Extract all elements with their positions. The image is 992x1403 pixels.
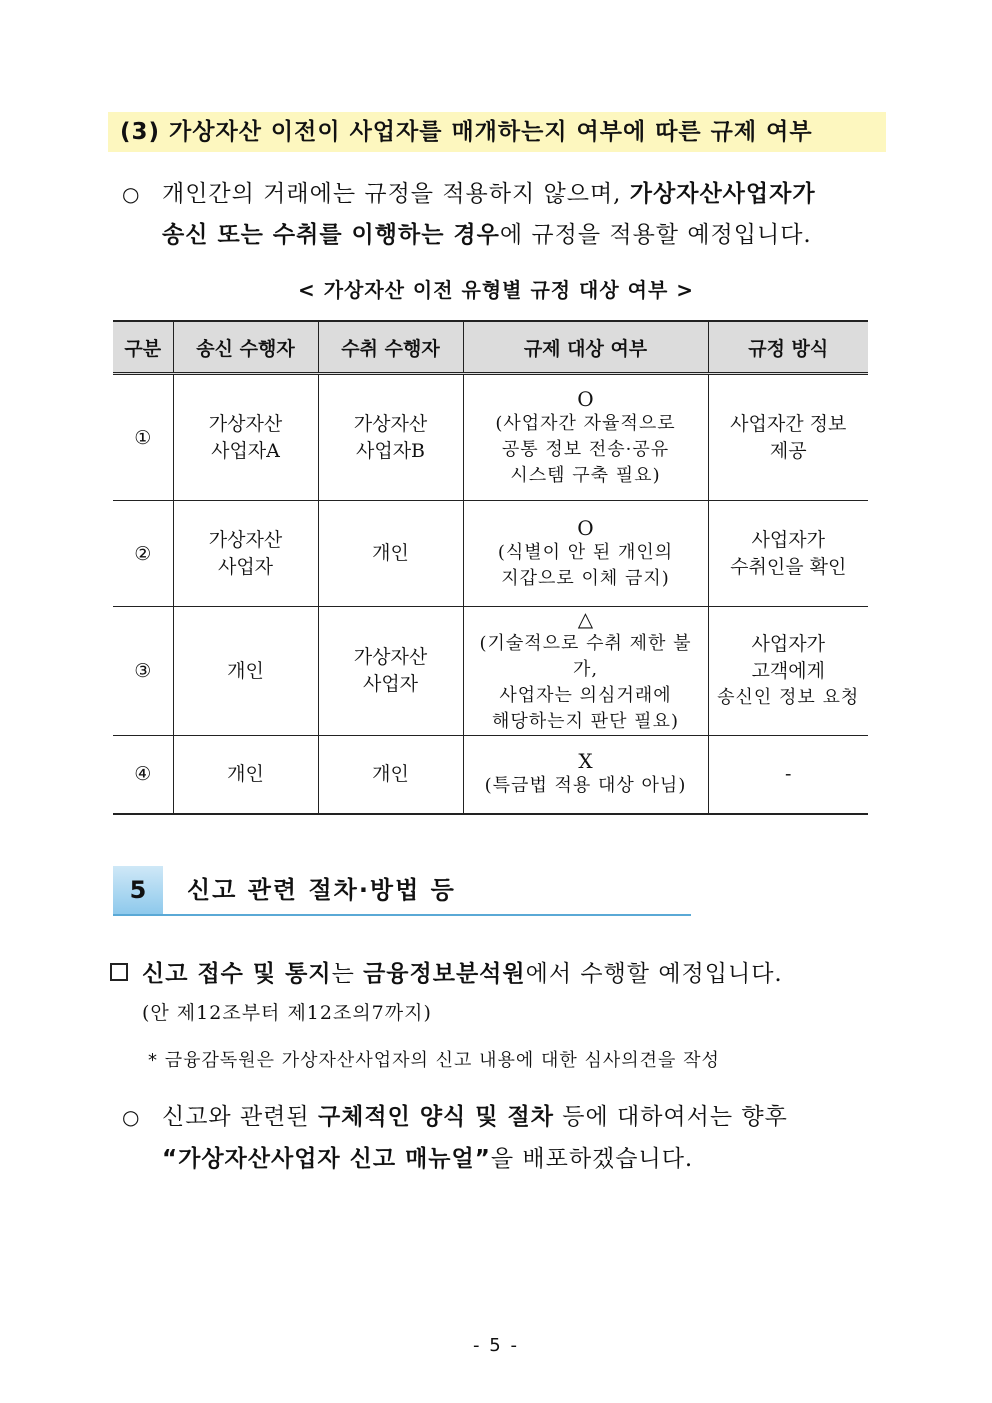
closing-text-2: 등에 대하여서는 향후	[562, 1104, 788, 1130]
method-cell: -	[708, 736, 868, 814]
status-cell: O (식별이 안 된 개인의 지갑으로 이체 금지)	[463, 501, 708, 607]
header-receiver: 수취 수행자	[318, 321, 463, 374]
intro-bold-1: 가상자산사업자가	[629, 181, 816, 207]
section-number: 5	[113, 866, 163, 914]
intro-line-1	[122, 175, 816, 208]
article-reference: (안 제12조부터 제12조의7까지)	[142, 1002, 432, 1024]
closing-bold-1: 구체적인 양식 및 절차	[317, 1104, 554, 1130]
table-caption: < 가상자산 이전 유형별 규정 대상 여부 >	[297, 278, 695, 302]
box-item-line	[110, 955, 783, 988]
closing-text-1: 신고와 관련된	[162, 1104, 310, 1130]
receiver-cell: 가상자산 사업자B	[318, 374, 463, 501]
header-sender: 송신 수행자	[173, 321, 318, 374]
section-header	[113, 866, 691, 916]
row-number: ③	[113, 607, 173, 736]
status-cell: O (사업자간 자율적으로 공통 정보 전송·공유 시스템 구축 필요)	[463, 374, 708, 501]
method-cell: 사업자가 고객에게 송신인 정보 요청	[708, 607, 868, 736]
subheading: (3) 가상자산 이전이 사업자를 매개하는지 여부에 따른 규제 여부	[108, 112, 886, 152]
bullet-circle-icon: ○	[122, 182, 141, 206]
table-row	[113, 374, 868, 501]
box-bold-2: 금융정보분석원	[363, 961, 526, 987]
row-number: ④	[113, 736, 173, 814]
closing-line-2	[162, 1140, 693, 1173]
row-number: ①	[113, 374, 173, 501]
closing-text-3: 을 배포하겠습니다.	[490, 1146, 694, 1172]
sender-cell: 가상자산 사업자A	[173, 374, 318, 501]
regulation-table	[113, 320, 868, 815]
table-header-row	[113, 321, 868, 374]
table-row	[113, 501, 868, 607]
method-cell: 사업자가 수취인을 확인	[708, 501, 868, 607]
intro-text-2: 에 규정을 적용할 예정입니다.	[499, 222, 812, 248]
intro-line-2	[162, 216, 812, 249]
square-bullet-icon	[110, 963, 128, 981]
status-cell: X (특금법 적용 대상 아님)	[463, 736, 708, 814]
intro-bold-2: 송신 또는 수취를 이행하는 경우	[162, 222, 500, 248]
page-number: - 5 -	[473, 1335, 519, 1356]
row-number: ②	[113, 501, 173, 607]
sender-cell: 개인	[173, 607, 318, 736]
sender-cell: 개인	[173, 736, 318, 814]
header-method: 규정 방식	[708, 321, 868, 374]
header-regulated: 규제 대상 여부	[463, 321, 708, 374]
table-row	[113, 736, 868, 814]
closing-line-1	[122, 1098, 788, 1131]
method-cell: 사업자간 정보 제공	[708, 374, 868, 501]
bullet-circle-icon: ○	[122, 1105, 141, 1129]
receiver-cell: 가상자산 사업자	[318, 607, 463, 736]
closing-bold-2: “가상자산사업자 신고 매뉴얼”	[162, 1146, 491, 1172]
status-cell: △ (기술적으로 수취 제한 불가, 사업자는 의심거래에 해당하는지 판단 필요)	[463, 607, 708, 736]
box-text-1: 는	[331, 961, 355, 987]
header-division: 구분	[113, 321, 173, 374]
table-row	[113, 607, 868, 736]
box-bold-1: 신고 접수 및 통지	[142, 961, 332, 987]
intro-text-1: 개인간의 거래에는 규정을 적용하지 않으며,	[162, 181, 622, 207]
section-title: 신고 관련 절차·방법 등	[187, 876, 456, 904]
footnote-star: * 금융감독원은 가상자산사업자의 신고 내용에 대한 심사의견을 작성	[148, 1050, 720, 1071]
sender-cell: 가상자산 사업자	[173, 501, 318, 607]
receiver-cell: 개인	[318, 501, 463, 607]
receiver-cell: 개인	[318, 736, 463, 814]
box-text-2: 에서 수행할 예정입니다.	[525, 961, 783, 987]
